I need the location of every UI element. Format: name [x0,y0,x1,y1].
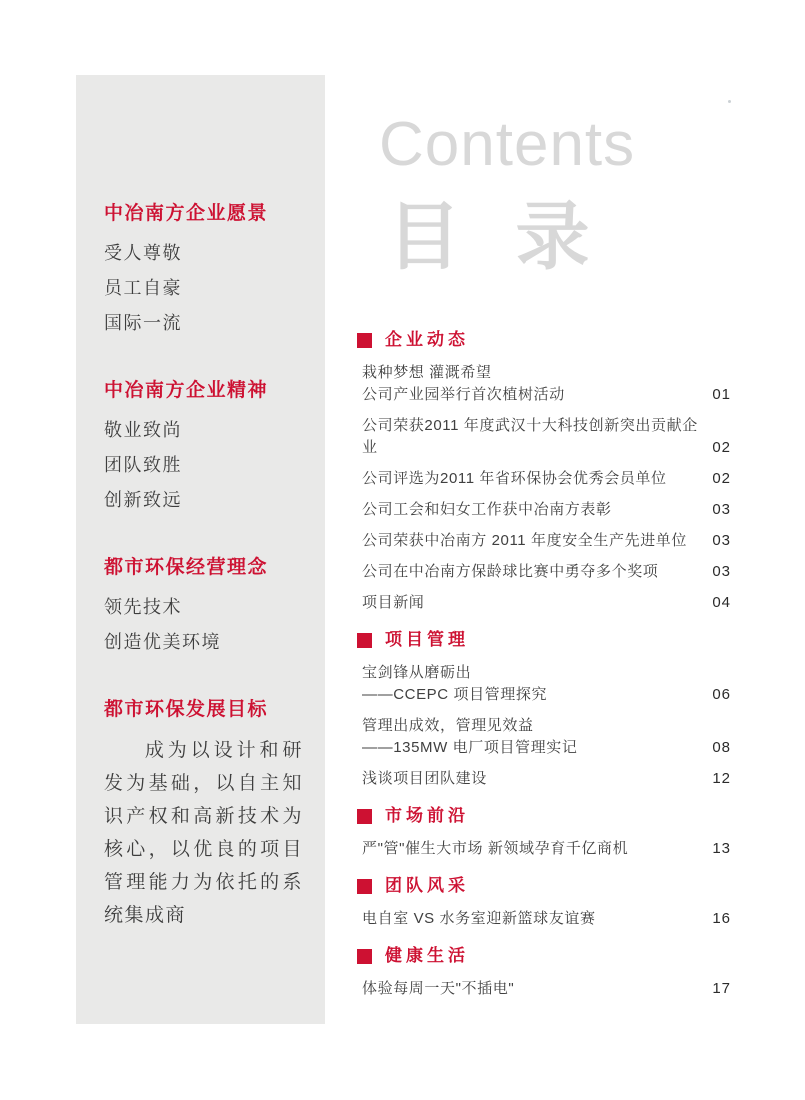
company-values-sidebar [76,75,325,1024]
toc-entry [362,908,731,930]
entry-title: 栽种梦想 灌溉希望 [362,364,492,381]
entry-title: 公司在中冶南方保龄球比赛中勇夺多个奖项 [362,563,659,580]
entry-title: 公司荣获中冶南方 2011 年度安全生产先进单位 [362,532,687,549]
toc-entry [362,592,731,614]
group-paragraph: 成为以设计和研发为基础，以自主知识产权和高新技术为核心，以优良的项目管理能力为依托的系统集成商 [104,740,303,926]
toc-entry [362,362,731,406]
toc-entry [362,978,731,1000]
entry-page-number: 08 [712,739,731,756]
group-heading: 中冶南方企业愿景 [104,203,269,224]
sidebar-group-philosophy [104,556,303,660]
section-bullet-square-icon [357,879,372,894]
section-title: 市场前沿 [385,806,469,825]
toc-entry [362,468,731,490]
entry-title: 宝剑锋从磨砺出 [362,664,472,681]
entry-title: 公司荣获2011 年度武汉十大科技创新突出贡献企业 [362,417,698,456]
toc-entry [362,530,731,552]
entry-title: 管理出成效，管理见效益 [362,717,534,734]
group-item: 创造优美环境 [104,632,221,652]
toc-section-heading [357,806,731,826]
entry-subtitle: ——135MW 电厂项目管理实记 [362,739,578,756]
entry-page-number: 02 [712,439,731,456]
toc-section-heading [357,330,731,350]
toc-entry [362,662,731,706]
toc-section-heading [357,876,731,896]
section-title: 团队风采 [385,876,469,895]
group-item: 员工自豪 [104,278,182,298]
entry-page-number: 02 [712,470,731,487]
toc-entry [362,561,731,583]
section-title: 企业动态 [385,330,469,349]
entry-page-number: 13 [712,840,731,857]
section-title: 健康生活 [385,946,469,965]
entry-page-number: 04 [712,594,731,611]
section-bullet-square-icon [357,633,372,648]
entry-title: 浅谈项目团队建设 [362,770,487,787]
entry-page-number: 17 [712,980,731,997]
group-item: 敬业致尚 [104,420,182,440]
toc-entry [362,415,731,459]
entry-title: 公司工会和妇女工作获中冶南方表彰 [362,501,612,518]
toc-section-heading [357,630,731,650]
entry-page-number: 12 [712,770,731,787]
group-heading: 都市环保发展目标 [104,699,269,720]
entry-title: 电自室 VS 水务室迎新篮球友谊赛 [362,910,596,927]
section-bullet-square-icon [357,949,372,964]
entry-page-number: 01 [712,386,731,403]
entry-page-number: 03 [712,563,731,580]
sidebar-group-vision [104,202,303,341]
group-item: 受人尊敬 [104,243,182,263]
toc-content [357,112,731,1009]
entry-page-number: 03 [712,501,731,518]
group-item: 领先技术 [104,597,182,617]
contents-title-en: Contents [379,110,636,179]
toc-entry [362,715,731,759]
scan-speck [728,100,731,103]
group-item: 创新致远 [104,490,182,510]
sidebar-group-spirit [104,379,303,518]
group-item: 团队致胜 [104,455,182,475]
toc-entry [362,838,731,860]
entry-page-number: 06 [712,686,731,703]
entry-page-number: 03 [712,532,731,549]
entry-title: 体验每周一天"不插电" [362,980,515,997]
entry-title: 严"管"催生大市场 新领域孕育千亿商机 [362,840,629,857]
entry-subtitle: 公司产业园举行首次植树活动 [362,386,565,403]
group-heading: 中冶南方企业精神 [104,380,269,401]
toc-entry [362,768,731,790]
section-bullet-square-icon [357,333,372,348]
toc-section-heading [357,946,731,966]
group-heading: 都市环保经营理念 [104,557,269,578]
entry-title: 公司评选为2011 年省环保协会优秀会员单位 [362,470,667,487]
section-bullet-square-icon [357,809,372,824]
entry-page-number: 16 [712,910,731,927]
entry-subtitle: ——CCEPC 项目管理探究 [362,686,548,703]
section-title: 项目管理 [385,630,469,649]
group-item: 国际一流 [104,313,182,333]
toc-entry [362,499,731,521]
sidebar-group-goal [104,698,303,932]
contents-title-zh: 目 录 [387,197,608,279]
entry-title: 项目新闻 [362,594,425,611]
